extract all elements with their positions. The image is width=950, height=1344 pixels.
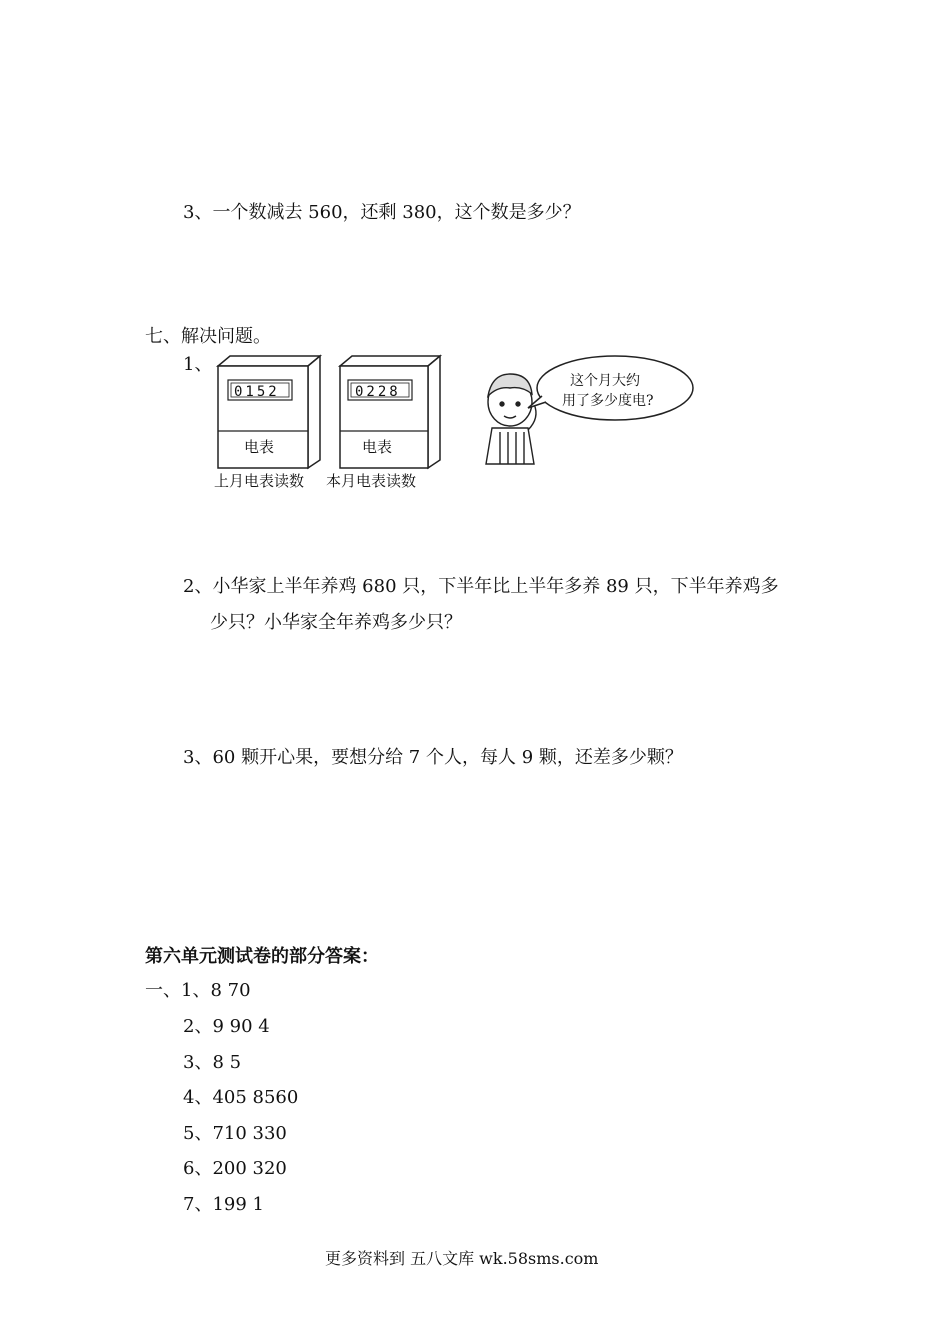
answer-item: 5、710 330 [183, 1123, 287, 1144]
problem-2-line-2: 少只？小华家全年养鸡多少只？ [210, 612, 462, 633]
last-month-caption: 上月电表读数 [214, 472, 305, 490]
last-month-meter-label: 电表 [244, 438, 275, 456]
this-month-meter-label: 电表 [362, 438, 393, 456]
electricity-meter-illustration [210, 352, 700, 492]
bubble-line-1: 这个月大约 [570, 373, 640, 389]
question-3-text: 3、一个数减去 560，还剩 380，这个数是多少？ [183, 202, 581, 223]
answer-item: 6、200 320 [183, 1158, 287, 1179]
boy-cartoon [486, 374, 536, 464]
answer-item: 一、1、8 70 [145, 980, 251, 1001]
this-month-caption: 本月电表读数 [326, 472, 417, 490]
problem-3-text: 3、60 颗开心果，要想分给 7 个人，每人 9 颗，还差多少颗？ [183, 747, 683, 768]
problem-1-label: 1、 [183, 354, 213, 375]
answer-item: 3、8 5 [183, 1052, 242, 1073]
answers-title: 第六单元测试卷的部分答案： [145, 946, 379, 967]
section-7-title: 七、解决问题。 [145, 326, 271, 347]
answer-item: 4、405 8560 [183, 1087, 299, 1108]
footer-source: 更多资料到 五八文库 wk.58sms.com [325, 1249, 599, 1268]
answer-item: 2、9 90 4 [183, 1016, 270, 1037]
this-month-reading: 0228 [355, 384, 401, 400]
last-month-reading: 0152 [234, 384, 280, 400]
bubble-line-2: 用了多少度电? [562, 393, 654, 409]
answer-item: 7、199 1 [183, 1194, 264, 1215]
problem-2-line-1: 2、小华家上半年养鸡 680 只，下半年比上半年多养 89 只，下半年养鸡多 [183, 576, 779, 597]
